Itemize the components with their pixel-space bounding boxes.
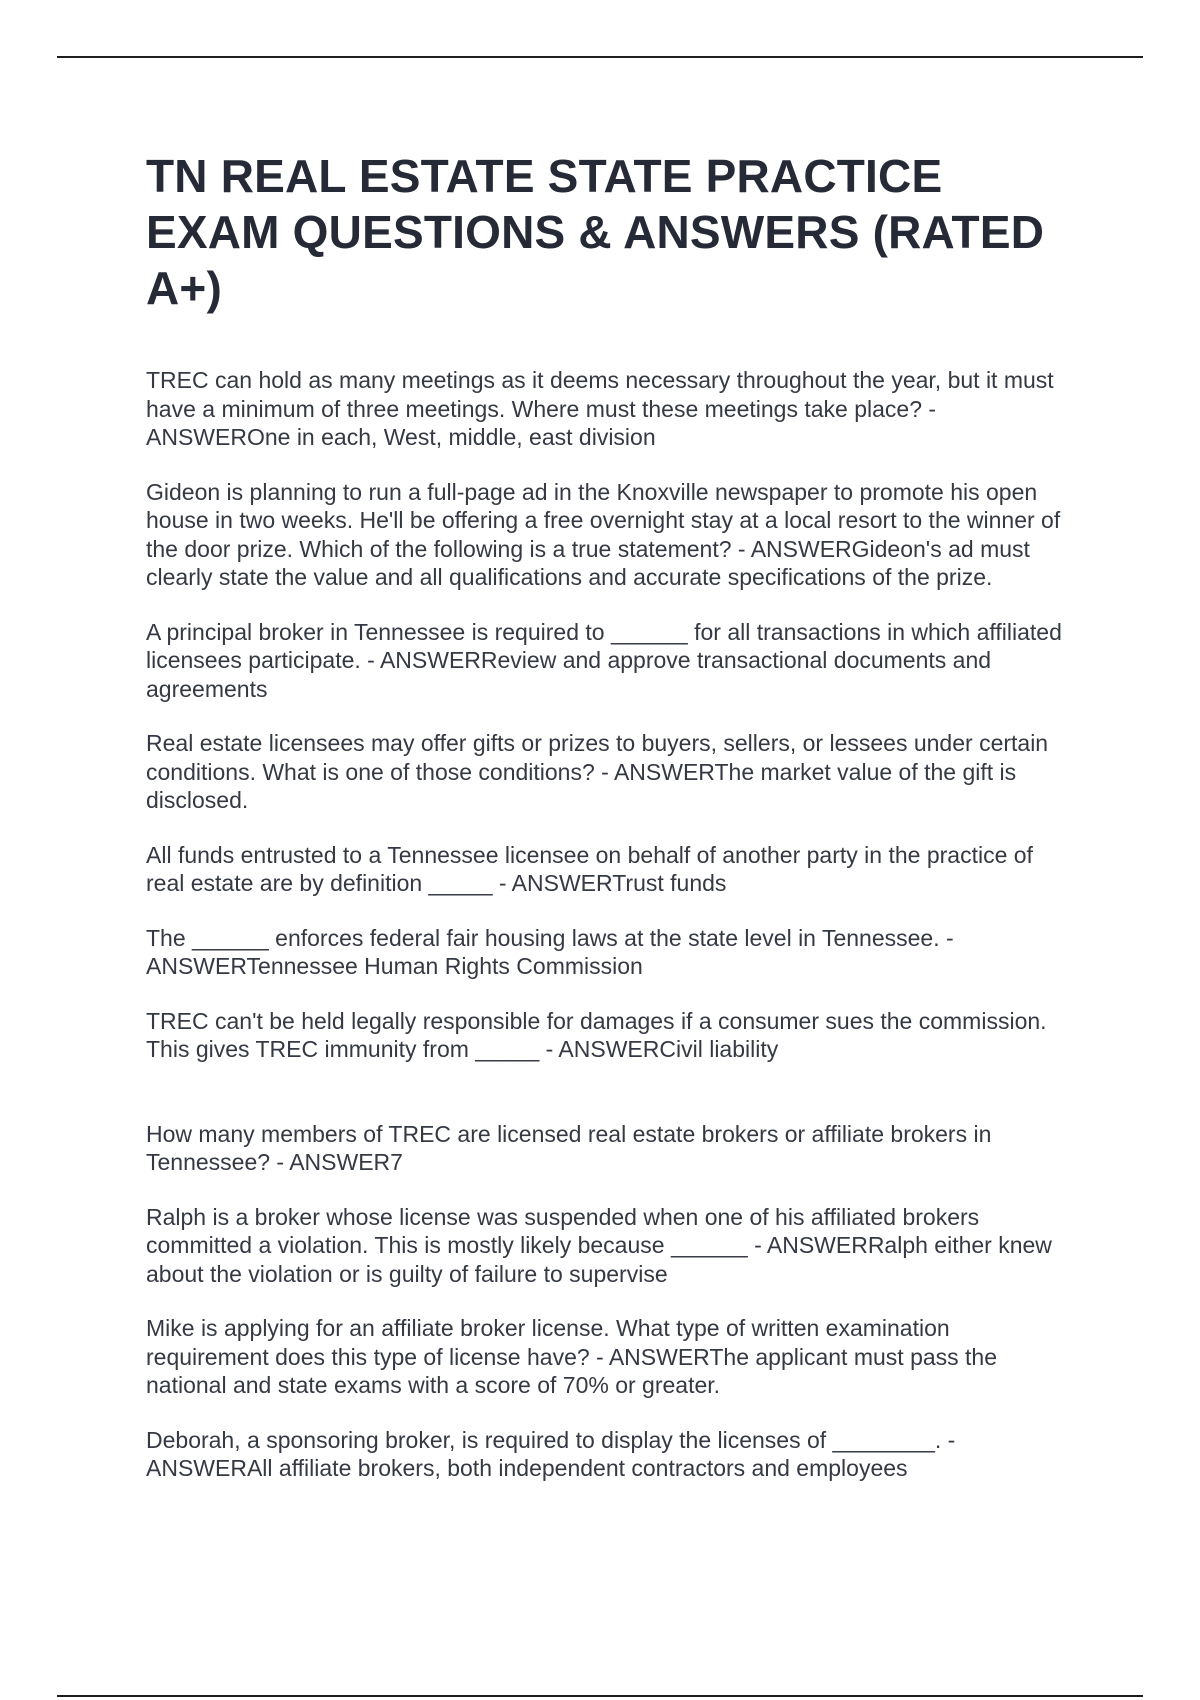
qa-item: Gideon is planning to run a full-page ad in the Knoxville newspaper to promote his open house in two weeks. He'll be offering a free overnight stay at a local resort to the winner of the door prize. Which of the following is a true statement? - ANSWERGideon's ad must clearly state the value and all qualifications and accurate specifications of the prize.	[146, 478, 1061, 590]
qa-item: All funds entrusted to a Tennessee licensee on behalf of another party in the practice of real estate are by definition _____ - ANSWERTrust funds	[146, 841, 1033, 896]
document-title: TN REAL ESTATE STATE PRACTICE EXAM QUESTIONS & ANSWERS (RATED A+)	[146, 150, 1045, 314]
qa-item: The ______ enforces federal fair housing laws at the state level in Tennessee. - ANSWERTennessee Human Rights Commission	[146, 924, 954, 979]
qa-item: TREC can hold as many meetings as it deems necessary throughout the year, but it must have a minimum of three meetings. Where must these meetings take place? - ANSWEROne in each, West, middle, east division	[146, 367, 1054, 450]
qa-item: A principal broker in Tennessee is required to ______ for all transactions in which affiliated licensees participate. - ANSWERReview and approve transactional documents and agreements	[146, 618, 1062, 702]
qa-list	[146, 366, 1066, 1509]
top-rule	[57, 56, 1143, 58]
qa-item: Mike is applying for an affiliate broker license. What type of written examination requirement does this type of license have? - ANSWERThe applicant must pass the national and state exams with a score of 70% or greater.	[146, 1315, 998, 1398]
qa-item: Real estate licensees may offer gifts or prizes to buyers, sellers, or lessees under certain conditions. What is one of those conditions? - ANSWERThe market value of the gift is disclosed.	[146, 730, 1049, 813]
bottom-rule	[57, 1695, 1143, 1697]
qa-item: TREC can't be held legally responsible for damages if a consumer sues the commission. This gives TREC immunity from _____ - ANSWERCivil liability	[146, 1007, 1047, 1062]
qa-item: Deborah, a sponsoring broker, is required to display the licenses of ________. - ANSWERAll affiliate brokers, both independent contractors and employees	[146, 1426, 956, 1481]
qa-item: Ralph is a broker whose license was suspended when one of his affiliated brokers committed a violation. This is mostly likely because ______ - ANSWERRalph either knew about the violation or is guilty of failure to supervise	[146, 1203, 1052, 1287]
qa-item: How many members of TREC are licensed real estate brokers or affiliate brokers in Tennessee? - ANSWER7	[146, 1120, 992, 1175]
